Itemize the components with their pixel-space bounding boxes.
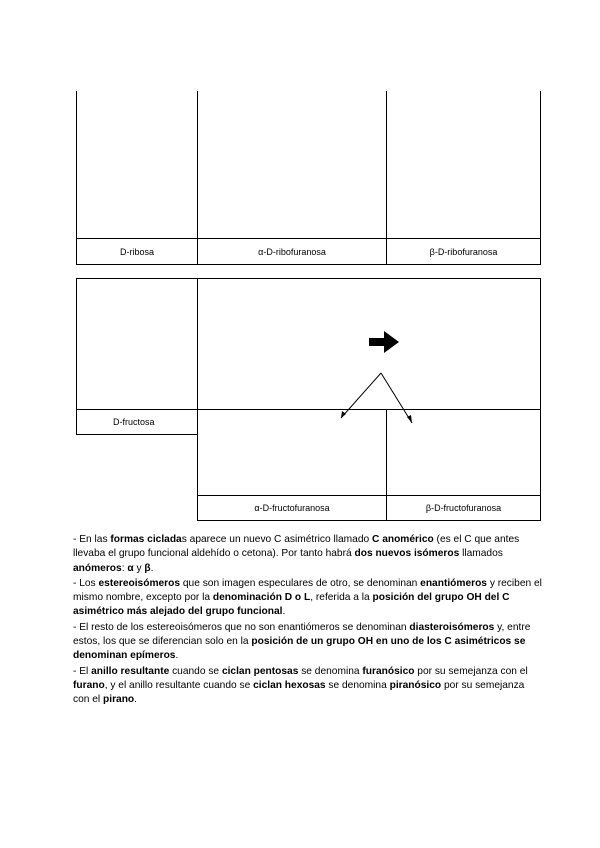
arrowhead-left-icon (341, 411, 346, 418)
table2-right-border (540, 278, 541, 521)
text-run: - El resto de los estereoisómeros que no son enantiómeros se denominan (73, 621, 410, 633)
bold-term: ciclan pentosas (221, 665, 299, 677)
alpha-d-ribofuranosa-label: α-D-ribofuranosa (258, 246, 326, 257)
reaction-arrows (300, 320, 440, 430)
text-run: - En las (73, 534, 111, 545)
text-run: . (175, 650, 179, 662)
bold-term: furanósico (362, 665, 415, 677)
beta-d-fructofuranosa-label: β-D-fructofuranosa (425, 503, 502, 513)
d-fructosa-label: D-fructosa (113, 417, 155, 427)
bold-term: β (144, 562, 151, 574)
text-run: por su semejanza con el (414, 665, 528, 677)
text-run: , referida a la (310, 592, 373, 604)
paragraph-enantiomers (73, 577, 543, 620)
paragraph-furanose-pyranose (73, 665, 543, 708)
text-run: se denomina (325, 679, 390, 691)
text-run: por su semejanza con el (73, 679, 525, 706)
bold-term: denominación D o L (212, 592, 311, 604)
text-run: (es el C que antes llevaba el grupo funcional aldehído o cetona). Por tanto habrá (73, 534, 520, 560)
text-run: . (150, 562, 154, 574)
bold-term: pirano (103, 694, 135, 706)
text-run: y, entre estos, los que se diferencian solo en la (73, 621, 531, 648)
d-ribosa-label: D-ribosa (119, 246, 154, 257)
bold-term: α (127, 562, 134, 574)
fructosa-cell-bottom (76, 434, 198, 435)
text-run: llamados (459, 548, 503, 560)
text-run: y (133, 562, 145, 574)
table2-divider-1 (197, 278, 198, 521)
text-run: se denomina (298, 665, 363, 677)
text-run: : (121, 562, 128, 574)
table2-bottom-border (197, 520, 541, 521)
text-run: - El (73, 665, 92, 677)
bold-term: diasteroisómeros (409, 621, 495, 633)
table2-top-border (76, 278, 541, 279)
text-run: - Los (73, 577, 99, 589)
bold-term: C anomérico (372, 534, 434, 545)
table1-bottom-border (76, 264, 541, 265)
paragraph-epimers (73, 621, 543, 664)
bold-term: ciclan hexosas (253, 679, 326, 691)
bold-term: formas ciclada (110, 534, 182, 545)
text-run: s aparece un nuevo C asimétrico llamado (181, 534, 372, 545)
text-run: cuando se (169, 665, 222, 677)
right-arrow-icon (369, 331, 399, 353)
paragraph-anomeric (73, 533, 543, 576)
split-arrows-icon (341, 373, 412, 423)
bold-term: dos nuevos isómeros (354, 548, 460, 560)
bold-term: anómeros (73, 562, 122, 574)
text-run: y reciben el mismo nombre, excepto por la (73, 577, 542, 604)
bold-term: piranósico (389, 679, 442, 691)
text-run: que son imagen especulares de otro, se denominan (180, 577, 421, 589)
text-run: , y el anillo resultante cuando se (104, 679, 254, 691)
body-text (73, 533, 543, 709)
text-run: . (134, 694, 137, 706)
bold-term: anillo resultante (91, 665, 170, 677)
bold-term: posición del grupo OH del C asimétrico más alejado del grupo funcional (73, 592, 510, 618)
bold-term: estereoisómeros (98, 577, 181, 589)
alpha-d-fructofuranosa-label: α-D-fructofuranosa (254, 503, 330, 513)
text-run: . (282, 606, 286, 618)
beta-d-ribofuranosa-label: β-D-ribofuranosa (429, 246, 498, 257)
bold-term: enantiómeros (420, 577, 487, 589)
bold-term: posición de un grupo OH en uno de los C asimétricos se denominan epímeros (73, 636, 526, 662)
bold-term: furano (73, 679, 105, 691)
